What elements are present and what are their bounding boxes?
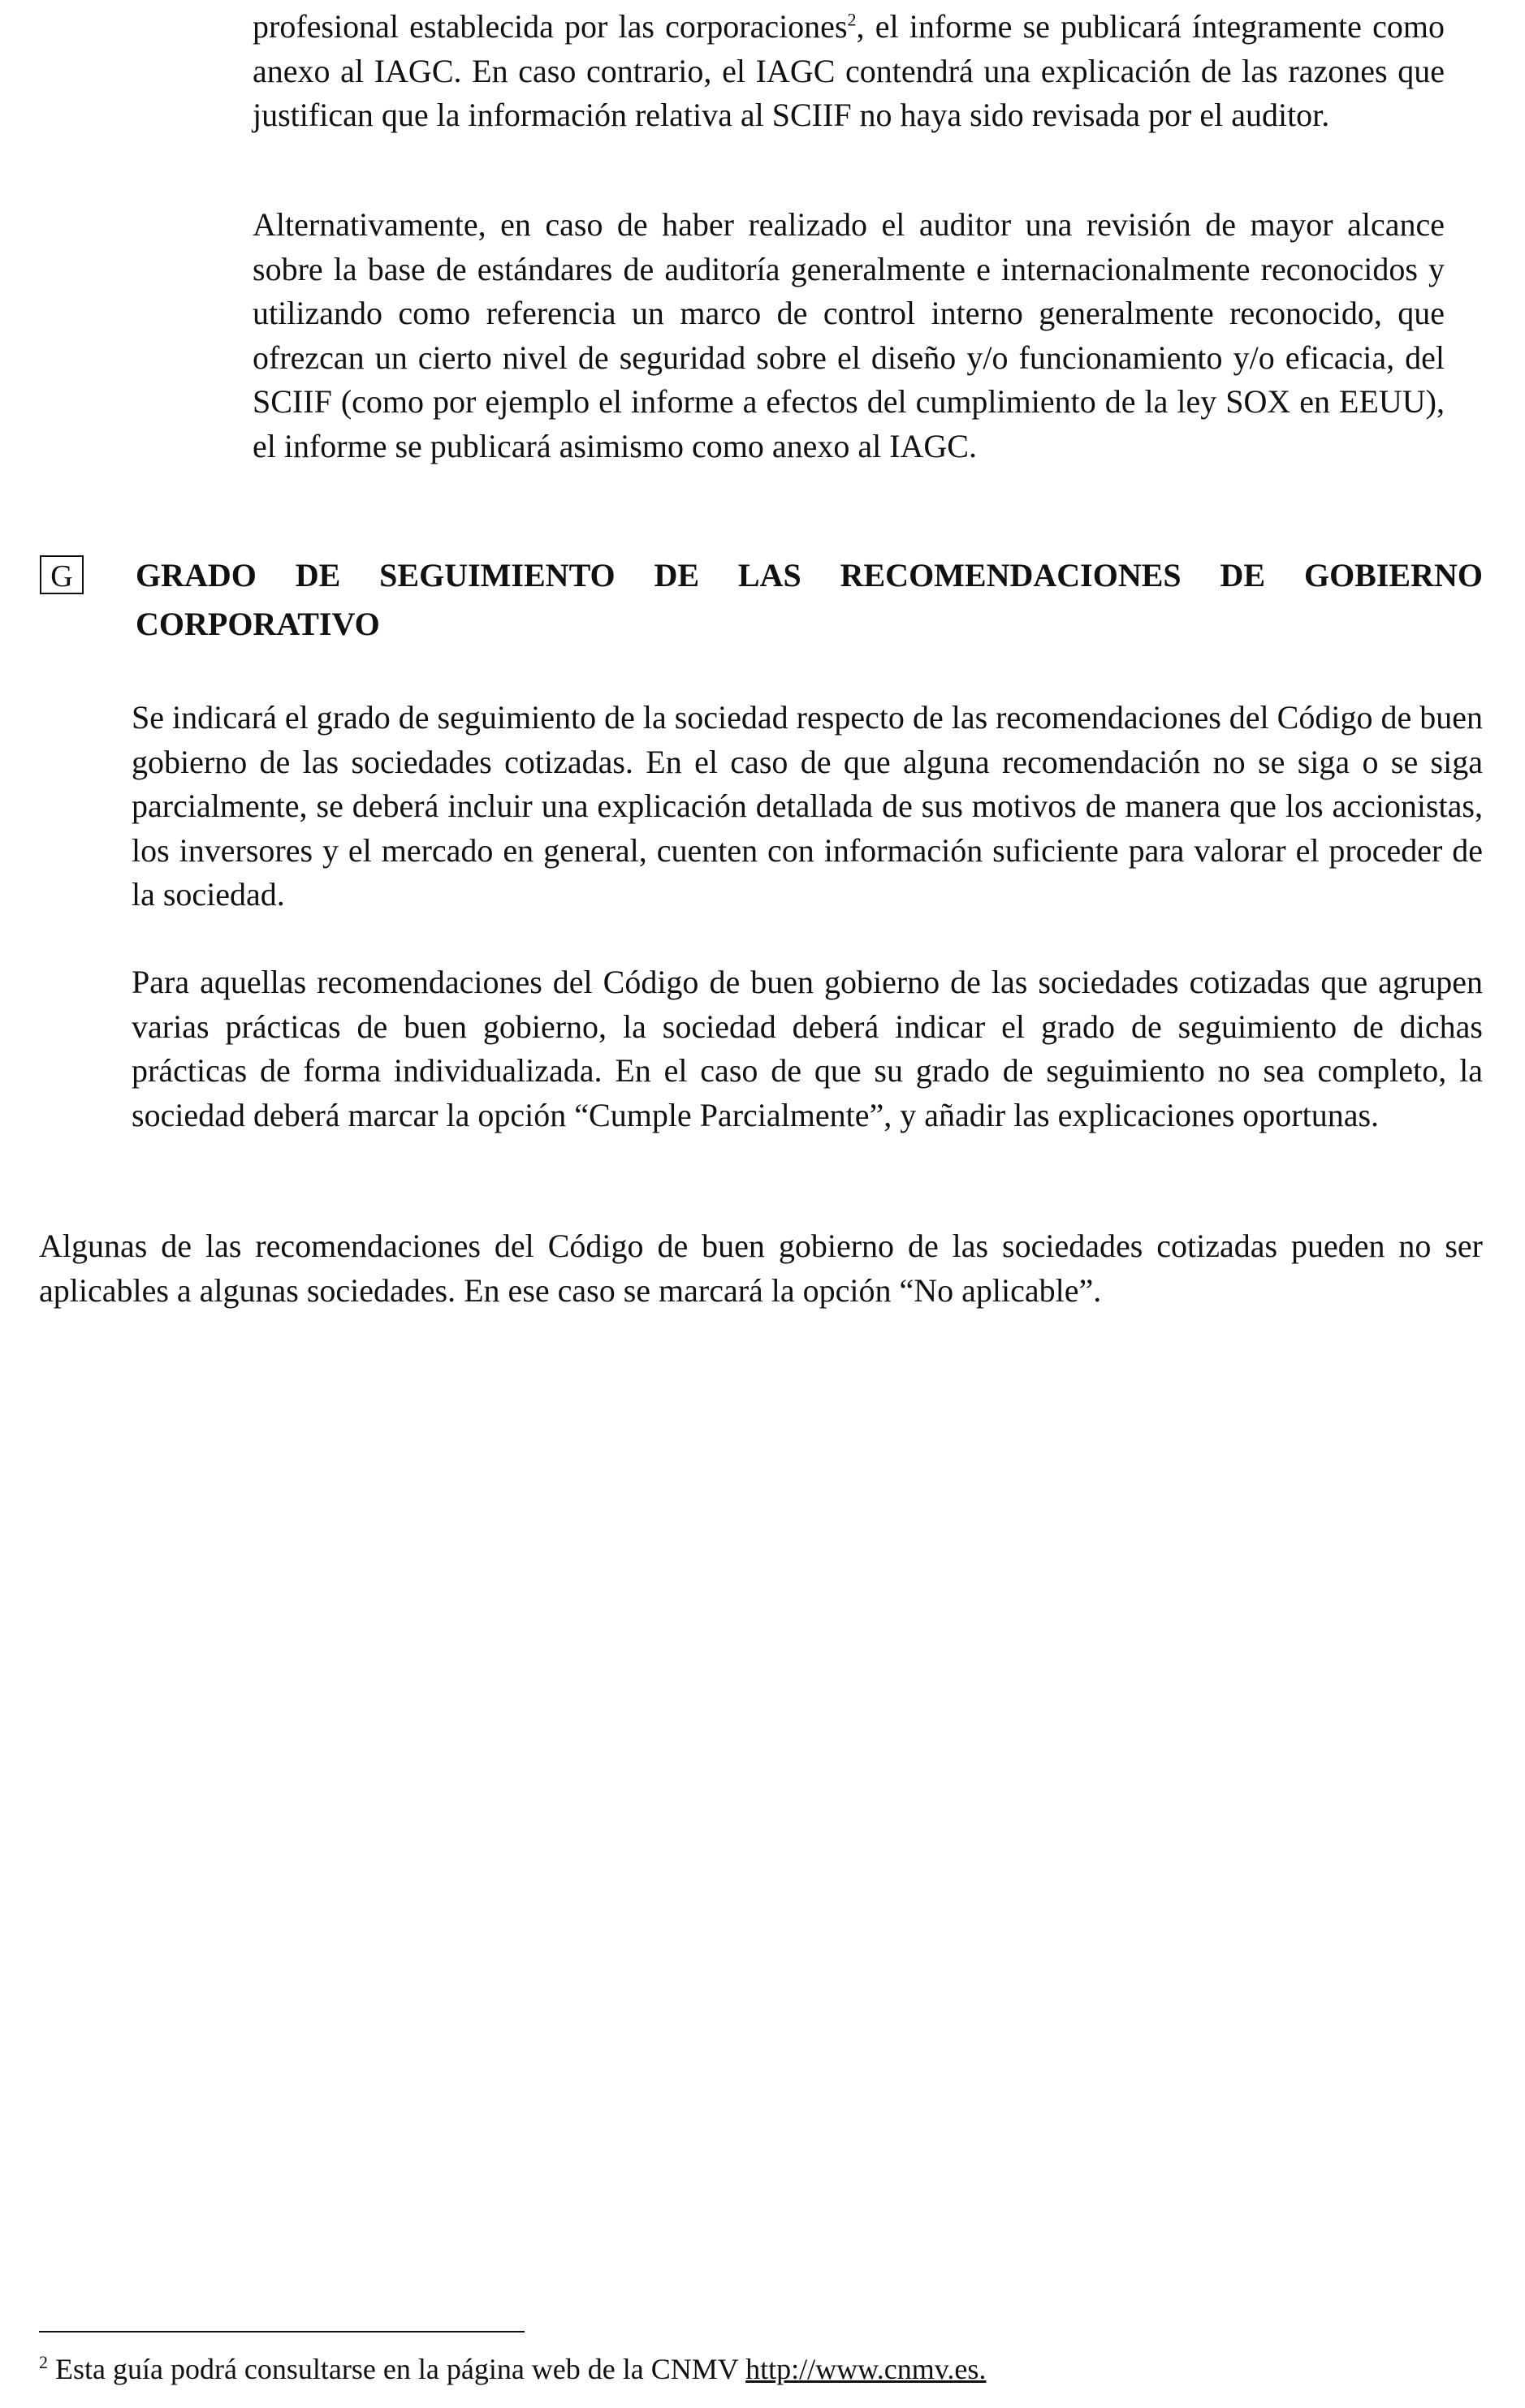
- section-title: GRADO DE SEGUIMIENTO DE LAS RECOMENDACIONES DE GOBIERNO CORPORATIVO: [136, 557, 1483, 642]
- paragraph-recommendations-followup: Se indicará el grado de seguimiento de la sociedad respecto de las recomendaciones del Código de buen gobierno de las sociedades cotizadas. En el caso de que alguna recomendación no se siga o se siga parcialmente, se deberá incluir una explicación detallada de sus motivos de manera que los accionistas, los inversores y el mercado en general, cuenten con información suficiente para valorar el proceder de la sociedad.: [132, 699, 1483, 913]
- footnote-separator: [39, 2331, 525, 2332]
- footnote-reference[interactable]: 2: [847, 9, 857, 30]
- paragraph-alternative-review: Alternativamente, en caso de haber realizado el auditor una revisión de mayor alcance sobre la base de estándares de auditoría generalmente e internacionalmente reconocidos y utilizando como referencia un marco de control interno generalmente reconocido, que ofrezcan un cierto nivel de seguridad sobre el diseño y/o funcionamiento y/o eficacia, del SCIIF (como por ejemplo el informe a efectos del cumplimiento de la ley SOX en EEUU), el informe se publicará asimismo como anexo al IAGC.: [253, 206, 1445, 464]
- cnmv-link[interactable]: http://www.cnmv.es.: [745, 2353, 987, 2385]
- footnote-text: Esta guía podrá consultarse en la página web de la CNMV: [48, 2353, 746, 2385]
- paragraph-auditor-report: [253, 5, 1445, 138]
- paragraph-not-applicable: Algunas de las recomendaciones del Código de buen gobierno de las sociedades cotizadas pueden no ser aplicables a algunas sociedades. En ese caso se marcará la opción “No aplicable”.: [39, 1228, 1483, 1309]
- paragraph-auditor-report-text-b: , el informe se publicará íntegramente como anexo al IAGC. En caso contrario, el IAGC contendrá una explicación de las razones que justifican que la información relativa al SCIIF no haya sido revisada por el auditor.: [253, 8, 1445, 133]
- footnote: [39, 2349, 986, 2389]
- footnote-number: 2: [39, 2352, 48, 2372]
- paragraph-auditor-report-text-a: profesional establecida por las corporaciones: [253, 8, 848, 45]
- paragraph-grouped-practices: Para aquellas recomendaciones del Código de buen gobierno de las sociedades cotizadas que agrupen varias prácticas de buen gobierno, la sociedad deberá indicar el grado de seguimiento de dichas prácticas de forma individualizada. En el caso de que su grado de seguimiento no sea completo, la sociedad deberá marcar la opción “Cumple Parcialmente”, y añadir las explicaciones oportunas.: [132, 964, 1483, 1133]
- section-letter-box: G: [40, 555, 84, 594]
